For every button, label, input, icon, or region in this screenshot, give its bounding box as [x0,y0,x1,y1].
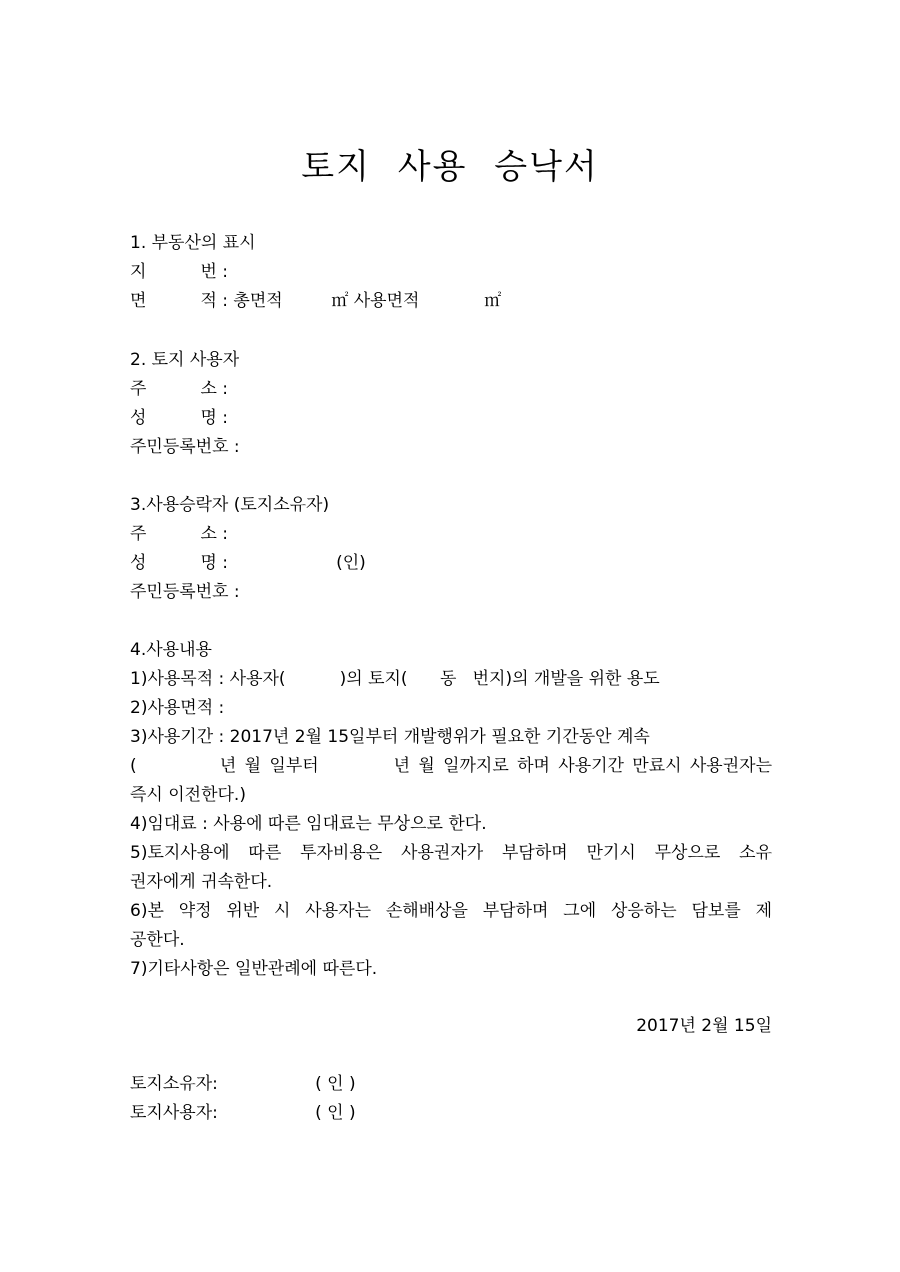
violation-line: 6)본 약정 위반 시 사용자는 손해배상을 부담하며 그에 상응하는 담보를 제 [130,901,772,921]
investment-line: 5)토지사용에 따른 투자비용은 사용권자가 부담하며 만기시 무상으로 소유 [130,843,772,863]
user-address-label: 주 소 : [130,379,229,399]
document-date: 2017년 2월 15일 [636,1016,772,1036]
usage-area-line: 2)사용면적 : [130,698,225,718]
owner-address-label: 주 소 : [130,524,229,544]
user-name-label: 성 명 : [130,408,229,428]
section1-heading: 1. 부동산의 표시 [130,233,256,253]
section4-heading: 4.사용내용 [130,640,212,660]
usage-purpose-line: 1)사용목적 : 사용자( )의 토지( 동 번지)의 개발을 위한 용도 [130,669,660,689]
investment-line-cont: 권자에게 귀속한다. [130,872,273,892]
document-title: 토지 사용 승낙서 [301,147,599,187]
usage-period-detail-line: ( 년 월 일부터 년 월 일까지로 하며 사용기간 만료시 사용권자는 [130,756,772,776]
owner-name-label: 성 명 : (인) [130,553,366,573]
violation-line-cont: 공한다. [130,930,185,950]
section3-heading: 3.사용승락자 (토지소유자) [130,495,330,515]
owner-signature-line: 토지소유자: ( 인 ) [130,1074,356,1094]
user-signature-line: 토지사용자: ( 인 ) [130,1103,356,1123]
rent-line: 4)임대료 : 사용에 따른 임대료는 무상으로 한다. [130,814,487,834]
parcel-number-label: 지 번 : [130,262,229,282]
usage-period-line: 3)사용기간 : 2017년 2월 15일부터 개발행위가 필요한 기간동안 계속 [130,727,650,747]
user-id-label: 주민등록번호 : [130,437,240,457]
usage-period-detail-cont: 즉시 이전한다.) [130,785,246,805]
section2-heading: 2. 토지 사용자 [130,350,240,370]
area-line: 면 적 : 총면적 ㎡ 사용면적 ㎡ [130,291,502,311]
other-matters-line: 7)기타사항은 일반관례에 따른다. [130,959,378,979]
owner-id-label: 주민등록번호 : [130,582,240,602]
